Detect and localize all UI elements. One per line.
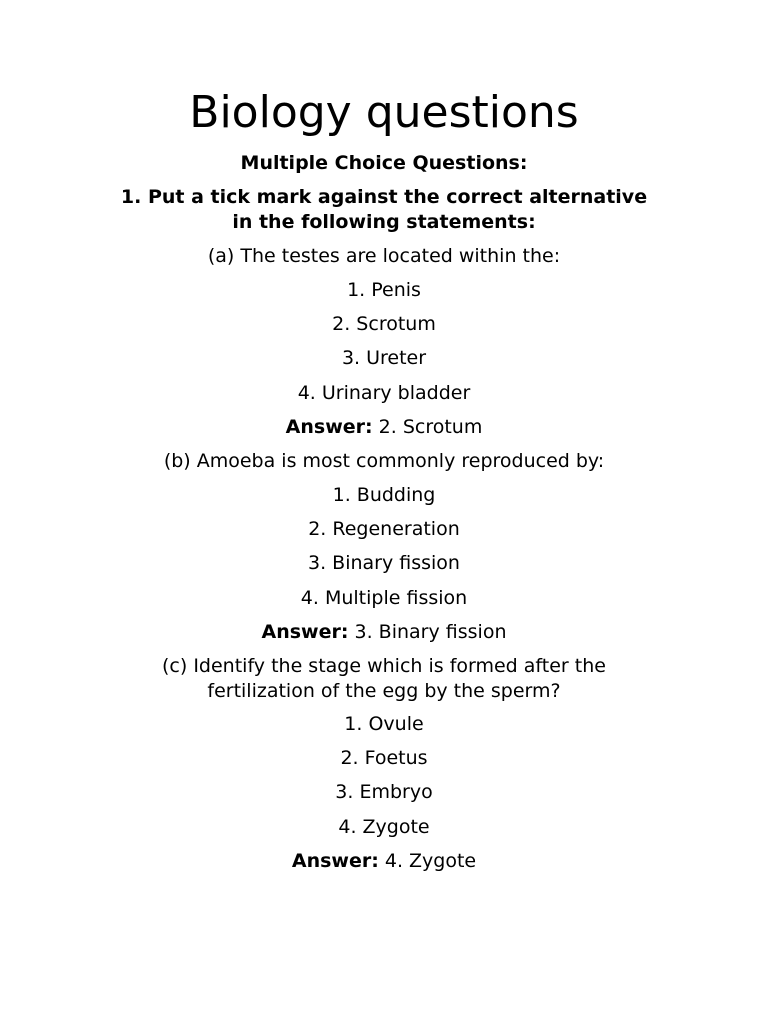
question-b-option-1: 1. Budding	[332, 484, 436, 506]
question-b-option-2: 2. Regeneration	[308, 518, 460, 540]
answer-label: Answer:	[291, 850, 379, 872]
answer-label: Answer:	[285, 416, 373, 438]
question-c-prompt-line-2: fertilization of the egg by the sperm?	[207, 680, 561, 702]
answer-text: 2. Scrotum	[372, 416, 483, 438]
question-b-option-4: 4. Multiple fission	[300, 587, 468, 609]
question-c-option-4: 4. Zygote	[338, 816, 430, 838]
question-b-option-3: 3. Binary fission	[308, 552, 460, 574]
question-c-answer	[60, 849, 708, 874]
question-a-prompt: (a) The testes are located within the:	[207, 245, 561, 267]
answer-text: 4. Zygote	[378, 850, 477, 872]
question-c-option-1: 1. Ovule	[344, 713, 424, 735]
question-a-option-3: 3. Ureter	[341, 347, 427, 369]
question-a-option-2: 2. Scrotum	[332, 313, 436, 335]
question-c-prompt-line-1: (c) Identify the stage which is formed after the	[162, 655, 606, 677]
question-a-answer	[60, 415, 708, 440]
question-c-option-2: 2. Foetus	[340, 747, 428, 769]
instruction-line-1: 1. Put a tick mark against the correct alternative	[120, 186, 648, 208]
question-b-prompt: (b) Amoeba is most commonly reproduced by:	[163, 450, 605, 472]
question-a-option-1: 1. Penis	[347, 279, 421, 301]
question-a-option-4: 4. Urinary bladder	[297, 382, 471, 404]
answer-label: Answer:	[261, 621, 349, 643]
answer-text: 3. Binary fission	[348, 621, 507, 643]
question-b-answer	[60, 620, 708, 645]
section-heading: Multiple Choice Questions:	[240, 152, 528, 174]
question-c-option-3: 3. Embryo	[335, 781, 433, 803]
page-title: Biology questions	[189, 87, 579, 138]
instruction-line-2: in the following statements:	[232, 211, 536, 233]
